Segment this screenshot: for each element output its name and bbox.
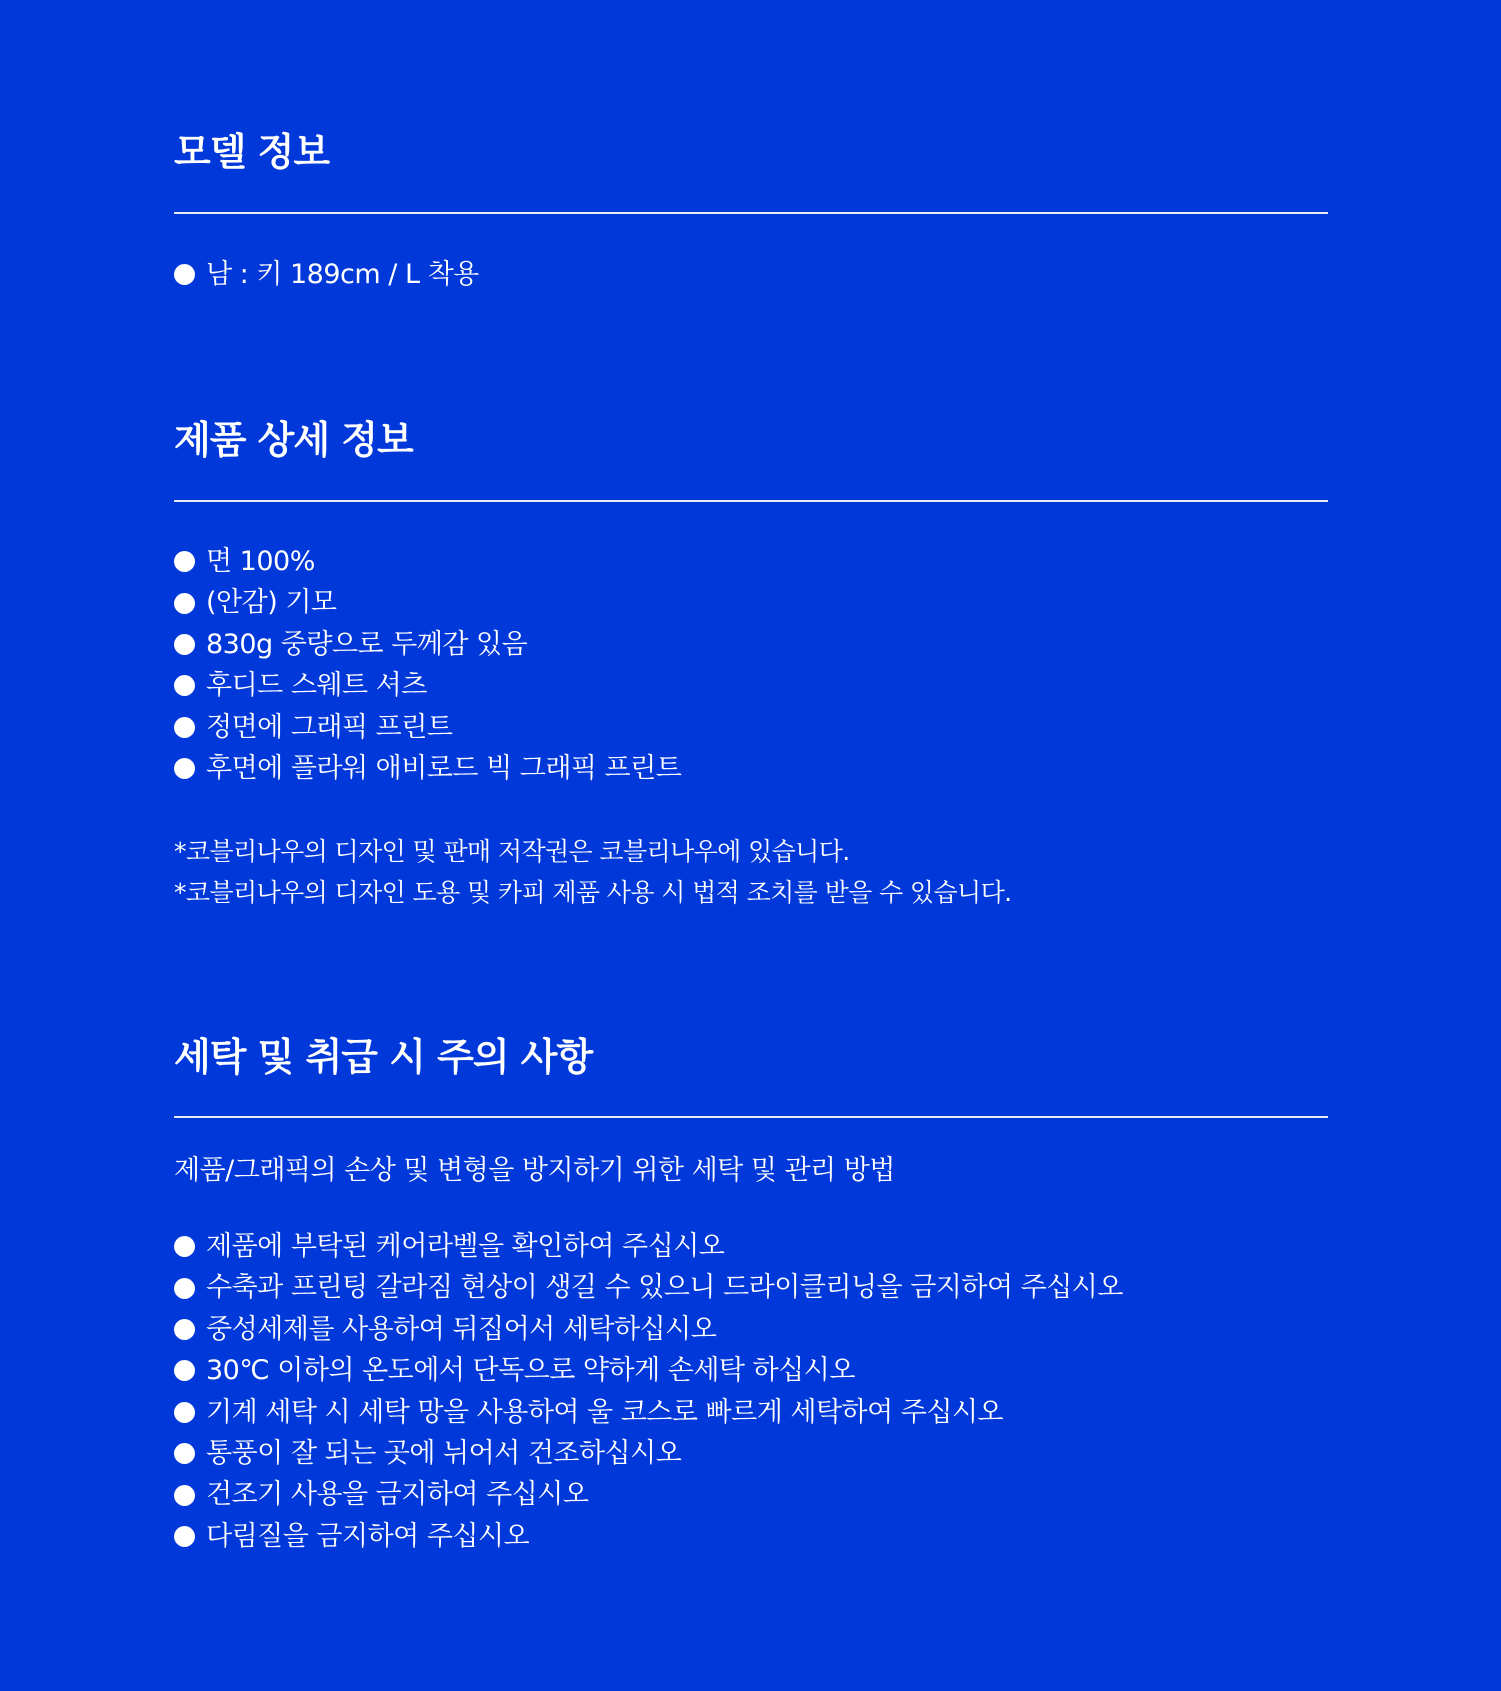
list-item-text: 후면에 플라워 애비로드 빅 그래픽 프린트	[206, 752, 682, 784]
list-item	[174, 254, 479, 295]
care-section	[174, 1032, 1328, 1082]
product-details-divider	[174, 500, 1328, 502]
list-item	[174, 1309, 1123, 1350]
list-item-text: 수축과 프린팅 갈라짐 현상이 생길 수 있으니 드라이클리닝을 금지하여 주십시오	[206, 1272, 1123, 1304]
care-intro: 제품/그래픽의 손상 및 변형을 방지하기 위한 세탁 및 관리 방법	[174, 1155, 895, 1186]
bullet-icon	[174, 1485, 195, 1506]
copyright-notes	[174, 831, 1011, 913]
copyright-note: *코블리나우의 디자인 도용 및 카피 제품 사용 시 법적 조치를 받을 수 있습니다.	[174, 878, 1012, 907]
care-title: 세탁 및 취급 시 주의 사항	[174, 1035, 593, 1079]
list-item	[174, 1433, 1123, 1474]
list-item-text: 30℃ 이하의 온도에서 단독으로 약하게 손세탁 하십시오	[206, 1355, 855, 1387]
list-item-text: 기계 세탁 시 세탁 망을 사용하여 울 코스로 빠르게 세탁하여 주십시오	[206, 1396, 1004, 1428]
bullet-icon	[174, 264, 195, 285]
product-details-title: 제품 상세 정보	[174, 418, 413, 462]
bullet-icon	[174, 1402, 195, 1423]
list-item-text: 다림질을 금지하여 주십시오	[206, 1520, 530, 1552]
list-item-text: 정면에 그래픽 프린트	[206, 711, 453, 743]
care-divider	[174, 1116, 1328, 1118]
bullet-icon	[174, 1360, 195, 1381]
list-item-text: 제품에 부탁된 케어라벨을 확인하여 주십시오	[206, 1231, 725, 1262]
list-item	[174, 707, 681, 748]
bullet-icon	[174, 675, 195, 696]
bullet-icon	[174, 551, 195, 572]
model-info-title: 모델 정보	[174, 130, 330, 174]
bullet-icon	[174, 634, 195, 655]
product-details-section	[174, 415, 1328, 465]
list-item-text: 830g 중량으로 두께감 있음	[206, 628, 528, 660]
product-details-list	[174, 541, 681, 789]
list-item	[174, 624, 681, 665]
list-item	[174, 1350, 1123, 1391]
list-item	[174, 665, 681, 706]
bullet-icon	[174, 1526, 195, 1547]
list-item	[174, 1226, 1123, 1267]
list-item-text: 통풍이 잘 되는 곳에 뉘어서 건조하십시오	[206, 1437, 682, 1469]
list-item-text: 남 : 키 189cm / L 착용	[206, 259, 479, 290]
bullet-icon	[174, 1278, 195, 1299]
model-info-list	[174, 254, 479, 295]
list-item-text: 건조기 사용을 금지하여 주십시오	[206, 1479, 589, 1511]
bullet-icon	[174, 717, 195, 738]
list-item	[174, 1474, 1123, 1515]
bullet-icon	[174, 1443, 195, 1464]
model-info-section	[174, 127, 1328, 177]
list-item-text: 후디드 스웨트 셔츠	[206, 670, 427, 702]
list-item	[174, 1392, 1123, 1433]
list-item	[174, 1267, 1123, 1308]
list-item-text: 중성세제를 사용하여 뒤집어서 세탁하십시오	[206, 1313, 717, 1345]
list-item-text: 면 100%	[206, 546, 315, 577]
bullet-icon	[174, 1236, 195, 1257]
bullet-icon	[174, 1319, 195, 1340]
list-item	[174, 748, 681, 789]
list-item	[174, 541, 681, 582]
care-list	[174, 1226, 1123, 1557]
model-info-divider	[174, 212, 1328, 214]
list-item	[174, 582, 681, 623]
bullet-icon	[174, 593, 195, 614]
list-item	[174, 1516, 1123, 1557]
list-item-text: (안감) 기모	[206, 587, 337, 619]
bullet-icon	[174, 758, 195, 779]
copyright-note: *코블리나우의 디자인 및 판매 저작권은 코블리나우에 있습니다.	[174, 837, 850, 866]
